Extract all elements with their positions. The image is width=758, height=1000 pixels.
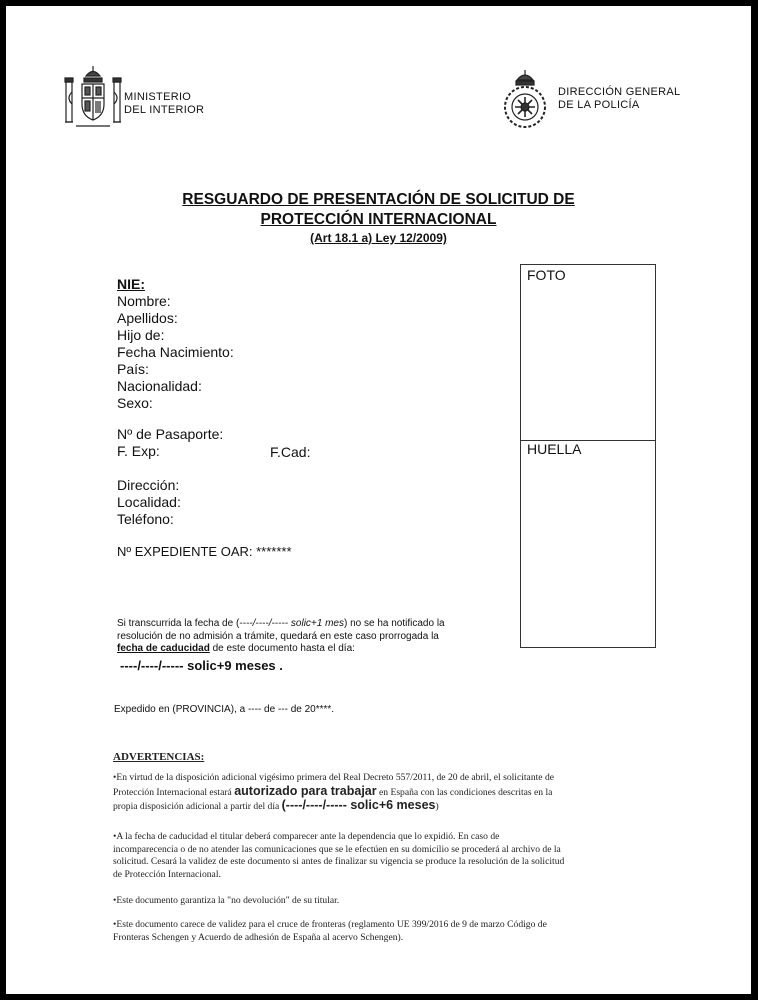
field-f-cad: F.Cad: xyxy=(270,444,311,460)
advertencia-1 xyxy=(113,772,633,814)
ministerio-line2: DEL INTERIOR xyxy=(124,104,205,116)
notice-fecha-caducidad: fecha de caducidad xyxy=(117,643,210,654)
fingerprint-box xyxy=(520,439,656,648)
advertencia-1-line2b: en España con las condiciones descritas en la xyxy=(376,786,553,798)
advertencia-4-line1: •Este documento carece de validez para el cruce de fronteras (reglamento UE 399/2016 de 9 de marzo Código de xyxy=(113,919,547,930)
document-title-line1: RESGUARDO DE PRESENTACIÓN DE SOLICITUD DE xyxy=(182,191,575,208)
personal-data-fields xyxy=(117,276,234,412)
advertencias-heading: ADVERTENCIAS: xyxy=(113,751,205,763)
passport-fields xyxy=(117,426,223,460)
field-sexo: Sexo: xyxy=(117,395,153,411)
advertencia-2-line1: •A la fecha de caducidad el titular deberá comparecer ante la dependencia que lo expidió. En caso de xyxy=(113,831,500,842)
fingerprint-box-label: HUELLA xyxy=(527,441,582,457)
field-apellidos: Apellidos: xyxy=(117,310,178,326)
advertencia-3: •Este documento garantiza la "no devolución" de su titular. xyxy=(113,895,340,906)
ministerio-line1: MINISTERIO xyxy=(124,91,192,103)
expedido-line: Expedido en (PROVINCIA), a ---- de --- de 20****. xyxy=(114,704,335,715)
advertencia-4-line2: Fronteras Schengen y Acuerdo de adhesión de España al acervo Schengen). xyxy=(113,931,404,943)
advertencia-1-autorizado: autorizado para trabajar xyxy=(234,783,377,798)
photo-box xyxy=(520,264,656,441)
advertencia-2-line4: de Protección Internacional. xyxy=(113,868,221,880)
field-hijo-de: Hijo de: xyxy=(117,327,165,343)
advertencia-1-line3a: propia disposición adicional a partir del día xyxy=(113,801,282,813)
field-fecha-nacimiento: Fecha Nacimiento: xyxy=(117,344,234,360)
ministerio-label xyxy=(124,91,204,117)
advertencia-1-line3b: ) xyxy=(435,801,439,813)
policia-line2: DE LA POLICÍA xyxy=(558,99,640,111)
advertencia-2 xyxy=(113,831,633,881)
field-nie: NIE: xyxy=(117,276,145,292)
advertencia-1-line1: •En virtud de la disposición adicional vigésimo primera del Real Decreto 557/2011, de 20 de abril, el solicitante de xyxy=(113,772,554,783)
advertencia-1-line2a: Protección Internacional estará xyxy=(113,786,235,798)
notice-text-a: Si transcurrida la fecha de ( xyxy=(117,618,240,629)
advertencia-2-line2: incomparecencia o de no atender las comunicaciones que se le efectúen en su domicilio se procederá al archivo de la xyxy=(113,843,561,855)
expiry-notice xyxy=(117,618,517,656)
field-f-exp: F. Exp: xyxy=(117,443,160,459)
spain-coat-of-arms-icon xyxy=(62,66,124,134)
advertencia-1-date: (----/----/----- solic+6 meses xyxy=(281,798,436,813)
advertencia-4 xyxy=(113,919,633,944)
field-localidad: Localidad: xyxy=(117,494,181,510)
advertencia-2-line3: solicitud. Cesará la validez de este documento si antes de finalizar su vigencia se produce la resolución de la solicitud xyxy=(113,856,565,868)
address-fields xyxy=(117,477,181,528)
field-direccion: Dirección: xyxy=(117,477,180,493)
notice-text-b: ) no se ha notificado la xyxy=(343,618,445,629)
field-telefono: Teléfono: xyxy=(117,511,174,527)
policia-emblem-icon xyxy=(502,70,548,132)
notice-date-placeholder: ----/----/----- solic+1 mes xyxy=(239,618,344,629)
notice-line2: resolución de no admisión a trámite, quedará en este caso prorrogada la xyxy=(117,630,439,642)
field-nombre: Nombre: xyxy=(117,293,171,309)
notice-line3-rest: de este documento hasta el día: xyxy=(209,643,355,654)
field-expediente: Nº EXPEDIENTE OAR: ******* xyxy=(117,544,292,559)
notice-extended-date: ----/----/----- solic+9 meses . xyxy=(120,658,283,673)
policia-label xyxy=(558,86,680,112)
field-nacionalidad: Nacionalidad: xyxy=(117,378,202,394)
document-title-law: (Art 18.1 a) Ley 12/2009) xyxy=(310,231,447,245)
field-pais: País: xyxy=(117,361,149,377)
document-title-line2: PROTECCIÓN INTERNACIONAL xyxy=(260,211,497,228)
photo-box-label: FOTO xyxy=(527,267,566,283)
field-pasaporte: Nº de Pasaporte: xyxy=(117,426,224,442)
policia-line1: DIRECCIÓN GENERAL xyxy=(558,86,681,98)
document-page xyxy=(6,6,751,994)
